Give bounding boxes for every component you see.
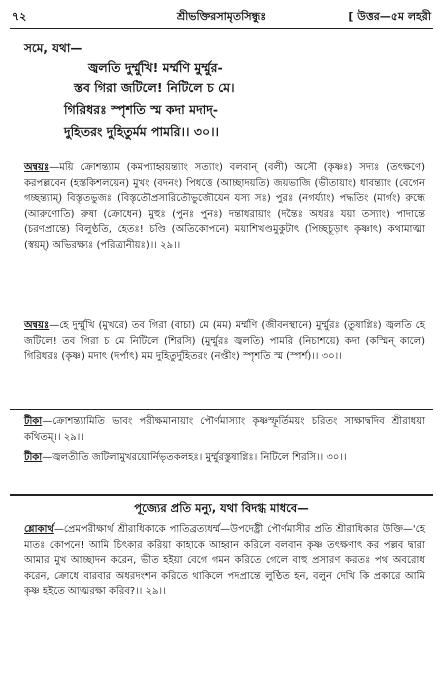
paragraph-label: টীকা — [24, 416, 43, 427]
paragraph-text: —ময়ি ক্রোশন্ত্যাম (কমপ্যাহ্বয়ন্ত্যাং সত্যাং) বলবান্ (বলী) অসৌ (কৃষ্ণঃ) সদ্যঃ (তৎক্ষণে) করপল্লবেন (হস্তকিশলয়েন) মুখং (বদনং) পিধত্তে (আচ্ছাদয়তি) জয়ভাজি (ভীতায়াং) ধাবন্ত্যাং (বেগেন গচ্ছন্ত্যাম্) বিস্তৃতভুজঃ (বিস্তৃতৌপ্রসারিতৌভুজৌযেন যস্য সঃ) পুরঃ (নগর্য্যাং) পদ্ধতিং (মার্গং) রুন্ধে (আরুণোতি) রুষা (ক্রোধেন) মুহুঃ (পুনঃ পুনঃ) দন্তাধরায়াং (দন্তৈঃ অধরঃ যয়া তস্যাং) পাদান্তে (চরণপ্রান্তে) বিলুণ্ঠতি, হেতঃ! চণ্ডি (অতিকোপনে) ময়াশিখণ্ডমুকুটাৎ (পিচ্ছচূড়াৎ কৃষ্ণাৎ) কথামাত্মা (স্বয়ম্) অভিরক্ষ্যঃ (পরিত্রানীয়ঃ)।। ২৯।। — [24, 162, 425, 251]
chapter-label: [ উত্তর—৫ম লহরী — [348, 10, 431, 23]
header-rule — [10, 28, 433, 29]
anvaya-paragraph-30 — [24, 318, 425, 396]
section-rule — [10, 494, 433, 496]
tika-paragraph-30 — [24, 450, 425, 482]
divider-rule — [10, 409, 433, 410]
shlokartha-paragraph — [24, 522, 425, 672]
paragraph-label: শ্লোকার্থ — [24, 524, 54, 535]
tika-paragraph-29 — [24, 414, 425, 446]
page-header — [12, 8, 431, 26]
paragraph-text: —ক্রোশন্ত্যামিতি ভাবং পরীক্ষমানায়াং পৌর্ণমাস্যাং কৃষ্ণস্ফূর্তিময়ং চরিতং সাক্ষাদ্বদিব শ্রীরাধয়া কথিতম্।। ২৯।। — [24, 416, 425, 443]
verse-line-4: দুহিতরং দুহিতুর্মম পামরি।। ৩০।। — [64, 124, 220, 139]
paragraph-label: টীকা — [24, 452, 43, 463]
paragraph-text: —প্রেমপরীক্ষার্থ শ্রীরাধিকাকে পাতিব্রত্যধর্ম্ম—উপদেষ্ট্রী পৌর্ণমাসীর প্রতি শ্রীরাধিকার উক্তি—'হে মাতঃ কোপনে! আমি চিৎকার করিয়া কাহাকে আহ্বান করিলে বলবান কৃষ্ণ তৎক্ষণাৎ কর পল্লব দ্বারা আমার মুখ আচ্ছাদন করেন, ভীত হইয়া বেগে গমন করিতে গেলে বাহু প্রসারণ করতঃ পথ অবরোধ করেন, ক্রোধে বারবার অধরদংশন করিতে থাকিলে পদপ্রান্তে লুণ্ঠিত হন, বলুন দেখি কি প্রকারে আমি কৃষ্ণ হইতে আত্মরক্ষা করিব?।। ২৯।। — [24, 524, 425, 598]
page-number: ৭২ — [12, 10, 27, 23]
section-title: পূজ্যের প্রতি মন্যু, যথা বিদগ্ধ মাধবে— — [134, 501, 309, 515]
paragraph-label: অন্বয়ঃ — [24, 162, 50, 173]
verse-intro: সমে, যথা— — [24, 41, 83, 55]
paragraph-label: অন্বয়ঃ — [24, 320, 50, 331]
book-title: শ্রীভক্তিরসামৃতসিন্ধুঃ — [176, 10, 267, 23]
verse-line-3: গিরিধরঃ স্পৃশতি স্ম কদা মদাদ্- — [64, 102, 219, 117]
paragraph-text: —হে দুর্ম্মুখি (মুখরে) তব গিরা (বাচা) মে (মম) মর্ম্মণি (জীবনস্থানে) মুর্ম্মুরঃ (তুষাগ্নিঃ) জ্বলতি হে জটিলে! তব গিরা চ মে নিটিলে (শিরসি) (মুর্ম্মুরঃ জ্বলতি) পামরি (নিচাশয়ে) কদা (কস্মিন্ কালে) গিরিধরঃ (কৃষ্ণ) মদাৎ (দর্পাৎ) মম দুহিতুর্দুহিতরং (নপ্তীং) স্পৃশতি স্ম (স্পর্শ)।। ৩০।। — [24, 320, 425, 363]
anvaya-paragraph-29 — [24, 160, 425, 314]
verse-line-1: জ্বলতি দুর্ম্মুখি! মর্ম্মণি মুর্ম্মুর- — [88, 60, 223, 75]
verse-line-2: স্তব গিরা জটিলে! নিটিলে চ মে। — [74, 80, 235, 95]
paragraph-text: —জ্বলতীতি জটিলামুখরয়োর্নিভৃতকলহঃ। মুর্ম্মুরস্তুষাগ্নিঃ। নিটিলে শিরসি।। ৩০।। — [42, 452, 347, 463]
